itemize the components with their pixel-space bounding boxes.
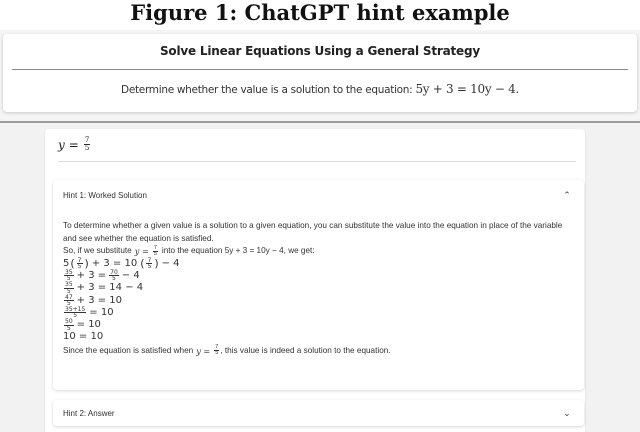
step-2-frac-b — [109, 270, 119, 282]
paren-close: ) — [154, 256, 159, 270]
step-2-tail: − 4 — [121, 269, 140, 281]
answer-variable: y — [58, 137, 65, 152]
num: 7 — [77, 256, 82, 264]
step-5-tail: = 10 — [89, 306, 114, 318]
den: 5 — [147, 263, 152, 271]
num: 70 — [110, 268, 118, 276]
hint-1-panel — [53, 180, 584, 390]
substitute-pre: So, if we substitute — [63, 246, 132, 255]
step-1-frac-b — [146, 258, 152, 270]
substitute-num: 7 — [153, 244, 157, 251]
den: 5 — [66, 275, 71, 283]
step-1-mid: + 3 = 10 — [91, 257, 138, 269]
step-3-frac — [64, 282, 74, 294]
num: 35 — [65, 281, 73, 289]
hint-2-header[interactable]: Hint 2: Answer — [63, 409, 115, 418]
problem-card — [3, 34, 637, 112]
conclusion-post: , this value is indeed a solution to the equation. — [220, 345, 391, 355]
hint-1-intro: To determine whether a given value is a solution to a given equation, you can substitute the value into the equation in place of the variable and see whether the equation is satisfied. — [63, 221, 563, 243]
chevron-down-icon[interactable]: ⌄ — [563, 408, 571, 418]
paren-close: ) — [84, 256, 89, 270]
conclusion-pre: Since the equation is satisfied when — [63, 345, 194, 355]
hint-1-substitute — [63, 245, 575, 258]
step-5 — [63, 307, 575, 319]
problem-prompt-text: Determine whether the value is a solution to the equation: — [121, 84, 413, 96]
substitute-var: y = — [134, 246, 149, 256]
answer-value — [58, 137, 91, 152]
conclusion-var: y = — [196, 345, 211, 356]
den: 5 — [112, 275, 116, 283]
den: 5 — [66, 324, 71, 332]
step-6 — [63, 319, 575, 331]
answer-underline — [58, 161, 576, 162]
step-6-tail: = 10 — [76, 319, 101, 331]
num: 7 — [147, 256, 152, 264]
step-1-coef: 5 — [63, 257, 70, 269]
problem-divider — [12, 69, 628, 70]
paren-open: ( — [70, 256, 75, 270]
step-7-text: 10 = 10 — [63, 331, 104, 343]
step-4-frac — [64, 295, 74, 307]
step-2-frac-a — [64, 270, 74, 282]
step-3 — [63, 282, 575, 294]
den: 5 — [66, 300, 71, 308]
answer-numerator: 7 — [84, 136, 90, 144]
hint-1-conclusion — [63, 345, 575, 358]
num: 35 — [65, 268, 73, 276]
paren-open: ( — [140, 256, 145, 270]
conclusion-num: 7 — [215, 344, 219, 351]
step-2-mid: + 3 = — [76, 269, 107, 281]
hint-2-panel[interactable] — [53, 400, 584, 426]
den: 5 — [66, 287, 71, 295]
answer-denominator: 5 — [84, 144, 90, 152]
step-1-frac-a — [77, 258, 83, 270]
answer-equals: = — [68, 137, 79, 152]
num: 50 — [65, 318, 73, 326]
substitute-fraction — [153, 246, 158, 257]
substitute-den: 5 — [153, 250, 157, 257]
chevron-up-icon[interactable]: ⌃ — [563, 190, 571, 200]
step-6-frac — [64, 319, 74, 331]
step-3-tail: + 3 = 14 − 4 — [76, 282, 144, 294]
hint-1-body — [63, 220, 575, 357]
problem-prompt — [3, 82, 637, 96]
step-2 — [63, 270, 575, 282]
conclusion-den: 5 — [215, 350, 219, 357]
substitute-post: into the equation 5y + 3 = 10y − 4, we get: — [161, 246, 315, 255]
conclusion-fraction — [214, 345, 219, 356]
step-4-tail: + 3 = 10 — [76, 294, 123, 306]
den: 5 — [77, 263, 82, 271]
step-4 — [63, 294, 575, 306]
step-1 — [63, 258, 575, 270]
step-5-frac — [64, 307, 86, 319]
step-1-tail: − 4 — [161, 257, 180, 269]
den: 5 — [73, 312, 78, 320]
hint-1-header[interactable]: Hint 1: Worked Solution — [63, 191, 147, 200]
num: 35+15 — [65, 305, 86, 313]
num: 47 — [65, 293, 73, 301]
answer-fraction — [84, 137, 90, 152]
problem-title: Solve Linear Equations Using a General Strategy — [159, 44, 480, 58]
problem-equation: 5y + 3 = 10y − 4. — [415, 82, 519, 96]
step-7 — [63, 331, 575, 343]
figure-title: Figure 1: ChatGPT hint example — [130, 0, 510, 25]
